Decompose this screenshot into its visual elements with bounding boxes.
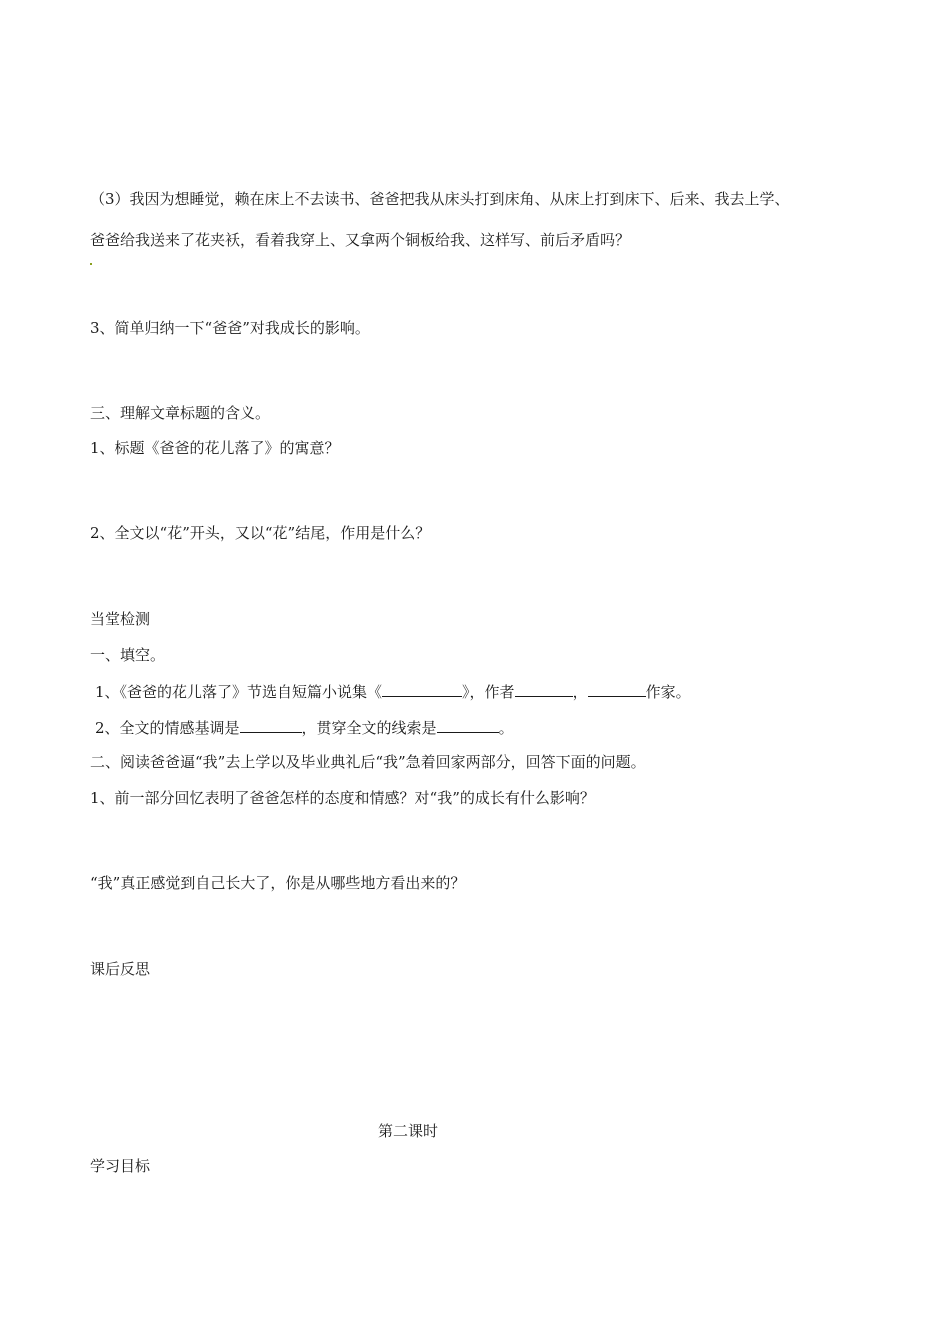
- fill-1-blank-collection[interactable]: [382, 681, 462, 697]
- fill-2-blank-tone[interactable]: [240, 717, 302, 733]
- fill-in-heading: 一、填空。: [90, 646, 166, 664]
- fill-1-text-b: 》，作者: [462, 683, 515, 701]
- title-meaning-question: 1、标题《爸爸的花儿落了》的寓意？: [90, 439, 340, 457]
- fill-2-blank-clue[interactable]: [437, 717, 499, 733]
- fill-2-text-c: 。: [498, 719, 514, 737]
- fill-2-text-a: 2、全文的情感基调是: [95, 719, 240, 737]
- in-class-test-heading: 当堂检测: [90, 610, 151, 628]
- question-3-line-1: （3）我因为想睡觉，赖在床上不去读书、爸爸把我从床头打到床角、从床上打到床下、后来、我去上学、: [90, 190, 790, 208]
- fill-2-text-b: ，贯穿全文的线索是: [301, 719, 437, 737]
- after-class-reflection-heading: 课后反思: [90, 960, 151, 978]
- influence-question: 3、简单归纳一下“爸爸”对我成长的影响。: [90, 319, 370, 337]
- fill-1-text-a: 1、《爸爸的花儿落了》节选自短篇小说集《: [95, 683, 383, 701]
- question-3-line-2: 爸爸给我送来了花夹袄，看着我穿上、又拿两个铜板给我、这样写、前后矛盾吗？: [90, 231, 631, 249]
- flower-structure-question: 2、全文以“花”开头，又以“花”结尾，作用是什么？: [90, 524, 431, 542]
- reading-heading: 二、阅读爸爸逼“我”去上学以及毕业典礼后“我”急着回家两部分，回答下面的问题。: [90, 753, 646, 771]
- fill-1-blank-author[interactable]: [515, 681, 573, 697]
- reading-question-2: “我”真正感觉到自己长大了，你是从哪些地方看出来的？: [90, 874, 466, 892]
- fill-1-text-c: ，: [572, 683, 588, 701]
- learning-objectives-heading: 学习目标: [90, 1157, 151, 1175]
- section-3-heading: 三、理解文章标题的含义。: [90, 404, 271, 422]
- scan-mark: [90, 263, 92, 265]
- fill-1-blank-region[interactable]: [588, 681, 646, 697]
- fill-in-item-1: [95, 681, 691, 702]
- reading-question-1: 1、前一部分回忆表明了爸爸怎样的态度和情感？对“我”的成长有什么影响？: [90, 789, 595, 807]
- fill-in-item-2: [95, 717, 514, 738]
- lesson-2-title: 第二课时: [377, 1122, 438, 1140]
- fill-1-text-d: 作家。: [645, 683, 691, 701]
